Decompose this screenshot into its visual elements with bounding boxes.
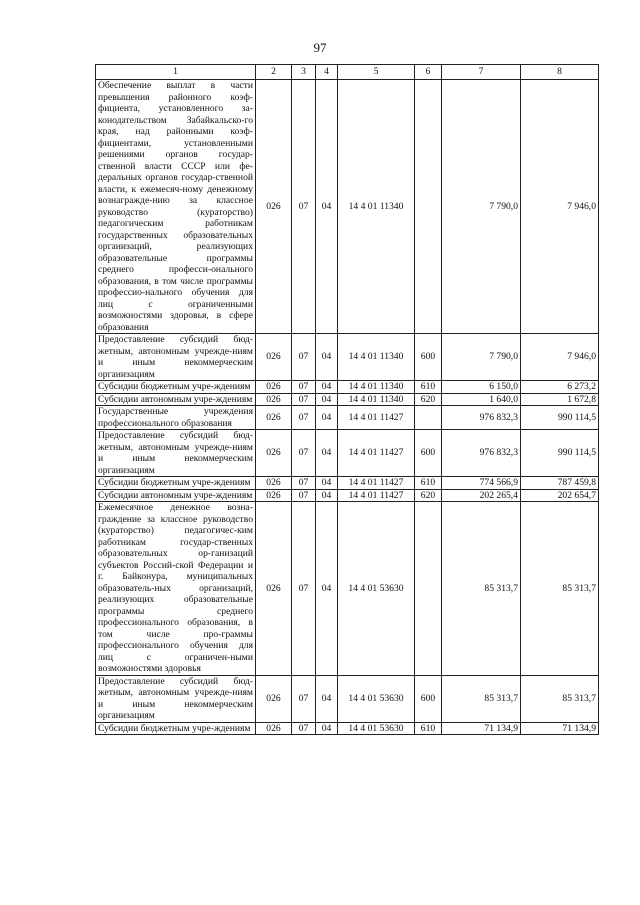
target-article-cell: 14 4 01 11340 <box>338 381 415 394</box>
row-name-cell: Субсидии бюджетным учре-ждениям <box>96 722 256 735</box>
section-code-cell: 07 <box>292 430 316 477</box>
column-header: 3 <box>292 65 316 80</box>
subsection-code-cell: 04 <box>316 393 338 406</box>
amount-year1-cell: 71 134,9 <box>442 722 521 735</box>
section-code-cell: 07 <box>292 393 316 406</box>
subsection-code-cell: 04 <box>316 722 338 735</box>
subsection-code-cell: 04 <box>316 406 338 430</box>
budget-table <box>95 64 599 735</box>
expense-type-cell <box>415 80 442 334</box>
column-header: 4 <box>316 65 338 80</box>
section-code-cell: 07 <box>292 80 316 334</box>
admin-code-cell: 026 <box>256 489 292 502</box>
expense-type-cell <box>415 406 442 430</box>
admin-code-cell: 026 <box>256 477 292 490</box>
row-name-cell: Субсидии автономным учре-ждениям <box>96 489 256 502</box>
expense-type-cell: 600 <box>415 334 442 381</box>
amount-year1-cell: 774 566,9 <box>442 477 521 490</box>
amount-year1-cell: 1 640,0 <box>442 393 521 406</box>
target-article-cell: 14 4 01 53630 <box>338 502 415 676</box>
subsection-code-cell: 04 <box>316 502 338 676</box>
subsection-code-cell: 04 <box>316 80 338 334</box>
section-code-cell: 07 <box>292 722 316 735</box>
amount-year2-cell: 85 313,7 <box>521 502 599 676</box>
expense-type-cell: 610 <box>415 722 442 735</box>
amount-year1-cell: 976 832,3 <box>442 406 521 430</box>
table-row <box>96 381 599 394</box>
admin-code-cell: 026 <box>256 722 292 735</box>
amount-year2-cell: 6 273,2 <box>521 381 599 394</box>
amount-year1-cell: 85 313,7 <box>442 675 521 722</box>
subsection-code-cell: 04 <box>316 334 338 381</box>
subsection-code-cell: 04 <box>316 675 338 722</box>
expense-type-cell: 610 <box>415 477 442 490</box>
expense-type-cell: 610 <box>415 381 442 394</box>
admin-code-cell: 026 <box>256 502 292 676</box>
amount-year1-cell: 7 790,0 <box>442 334 521 381</box>
amount-year1-cell: 7 790,0 <box>442 80 521 334</box>
target-article-cell: 14 4 01 53630 <box>338 722 415 735</box>
admin-code-cell: 026 <box>256 381 292 394</box>
amount-year1-cell: 202 265,4 <box>442 489 521 502</box>
amount-year2-cell: 85 313,7 <box>521 675 599 722</box>
expense-type-cell: 600 <box>415 430 442 477</box>
column-header: 8 <box>521 65 599 80</box>
column-header: 1 <box>96 65 256 80</box>
row-name-cell: Предоставление субсидий бюд-жетным, автономным учрежде-ниям и иным некоммерческим организациям <box>96 430 256 477</box>
row-name-cell: Ежемесячное денежное возна-граждение за классное руководство (кураторство) педагогичес-ким работникам государ-ственных образовательных ор-ганизаций субъектов Россий-ской Федерации и г. Байконура, муниципальных образователь-ных организаций, реализующих образовательные программы среднего профессионального образования, в том числе про-граммы профессионального обучения для лиц с ограничен-ными возможностями здоровья <box>96 502 256 676</box>
admin-code-cell: 026 <box>256 393 292 406</box>
amount-year1-cell: 85 313,7 <box>442 502 521 676</box>
amount-year2-cell: 990 114,5 <box>521 406 599 430</box>
target-article-cell: 14 4 01 11427 <box>338 477 415 490</box>
subsection-code-cell: 04 <box>316 430 338 477</box>
expense-type-cell <box>415 502 442 676</box>
table-row <box>96 722 599 735</box>
target-article-cell: 14 4 01 11340 <box>338 334 415 381</box>
table-row <box>96 393 599 406</box>
target-article-cell: 14 4 01 53630 <box>338 675 415 722</box>
row-name-cell: Государственные учреждения профессионального образования <box>96 406 256 430</box>
admin-code-cell: 026 <box>256 334 292 381</box>
row-name-cell: Субсидии бюджетным учре-ждениям <box>96 477 256 490</box>
amount-year1-cell: 976 832,3 <box>442 430 521 477</box>
target-article-cell: 14 4 01 11340 <box>338 393 415 406</box>
section-code-cell: 07 <box>292 334 316 381</box>
admin-code-cell: 026 <box>256 430 292 477</box>
amount-year2-cell: 202 654,7 <box>521 489 599 502</box>
amount-year2-cell: 71 134,9 <box>521 722 599 735</box>
amount-year2-cell: 990 114,5 <box>521 430 599 477</box>
section-code-cell: 07 <box>292 381 316 394</box>
table-row <box>96 80 599 334</box>
page-number: 97 <box>313 40 327 55</box>
section-code-cell: 07 <box>292 502 316 676</box>
table-header-row <box>96 65 599 80</box>
admin-code-cell: 026 <box>256 406 292 430</box>
section-code-cell: 07 <box>292 489 316 502</box>
expense-type-cell: 620 <box>415 489 442 502</box>
target-article-cell: 14 4 01 11340 <box>338 80 415 334</box>
section-code-cell: 07 <box>292 406 316 430</box>
amount-year2-cell: 7 946,0 <box>521 80 599 334</box>
row-name-cell: Субсидии бюджетным учре-ждениям <box>96 381 256 394</box>
column-header: 7 <box>442 65 521 80</box>
section-code-cell: 07 <box>292 477 316 490</box>
table-row <box>96 489 599 502</box>
target-article-cell: 14 4 01 11427 <box>338 430 415 477</box>
subsection-code-cell: 04 <box>316 489 338 502</box>
amount-year1-cell: 6 150,0 <box>442 381 521 394</box>
row-name-cell: Субсидии автономным учре-ждениям <box>96 393 256 406</box>
admin-code-cell: 026 <box>256 80 292 334</box>
table-row <box>96 502 599 676</box>
subsection-code-cell: 04 <box>316 477 338 490</box>
table-row <box>96 430 599 477</box>
section-code-cell: 07 <box>292 675 316 722</box>
column-header: 6 <box>415 65 442 80</box>
table-row <box>96 477 599 490</box>
expense-type-cell: 620 <box>415 393 442 406</box>
target-article-cell: 14 4 01 11427 <box>338 406 415 430</box>
expense-type-cell: 600 <box>415 675 442 722</box>
column-header: 2 <box>256 65 292 80</box>
table-row <box>96 675 599 722</box>
table-row <box>96 334 599 381</box>
amount-year2-cell: 787 459,8 <box>521 477 599 490</box>
table-row <box>96 406 599 430</box>
target-article-cell: 14 4 01 11427 <box>338 489 415 502</box>
subsection-code-cell: 04 <box>316 381 338 394</box>
amount-year2-cell: 7 946,0 <box>521 334 599 381</box>
row-name-cell: Обеспечение выплат в части превышения районного коэф-фициента, установленного за-конодательством Забайкальско-го края, над районными коэф-фициентами, установленными решениями органов государ-ственной власти СССР или фе-деральных органов государ-ственной власти, к ежемесяч-ному денежному вознагражде-нию за классное руководство (кураторство) педагогическим работникам государственных образовательных организаций, реализующих образовательные программы среднего професси-онального образования, в том числе программы профессио-нального обучения для лиц с ограниченными возможностями здоровья, в сфере образования <box>96 80 256 334</box>
admin-code-cell: 026 <box>256 675 292 722</box>
row-name-cell: Предоставление субсидий бюд-жетным, автономным учрежде-ниям и иным некоммерческим организациям <box>96 334 256 381</box>
column-header: 5 <box>338 65 415 80</box>
row-name-cell: Предоставление субсидий бюд-жетным, автономным учрежде-ниям и иным некоммерческим организациям <box>96 675 256 722</box>
amount-year2-cell: 1 672,8 <box>521 393 599 406</box>
